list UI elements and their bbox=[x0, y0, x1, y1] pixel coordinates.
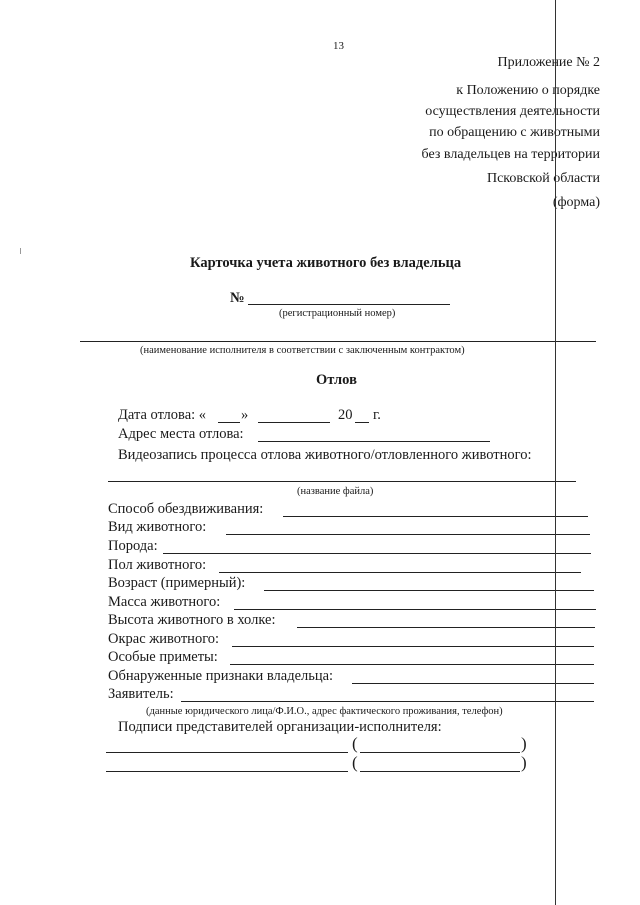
video-label: Видеозапись процесса отлова животного/отловленного животного: bbox=[118, 447, 532, 463]
executor-hint: (наименование исполнителя в соответствии с заключенным контрактом) bbox=[140, 345, 465, 356]
field-color-line bbox=[232, 646, 594, 647]
scan-speck bbox=[20, 248, 21, 254]
registration-number-line bbox=[248, 304, 450, 305]
file-hint: (название файла) bbox=[297, 486, 374, 497]
capture-date-label: Дата отлова: « bbox=[118, 407, 207, 423]
field-marks-line bbox=[230, 664, 594, 665]
field-sex: Пол животного: bbox=[108, 557, 207, 573]
field-age: Возраст (примерный): bbox=[108, 575, 246, 591]
date-quote-close: » bbox=[241, 407, 249, 423]
card-title: Карточка учета животного без владельца bbox=[190, 255, 462, 271]
field-height: Высота животного в холке: bbox=[108, 612, 276, 628]
field-marks: Особые приметы: bbox=[108, 649, 218, 665]
field-sex-line bbox=[219, 572, 581, 573]
field-age-line bbox=[264, 590, 594, 591]
capture-heading: Отлов bbox=[316, 372, 357, 388]
field-breed: Порода: bbox=[108, 538, 158, 554]
signature-2-name-line bbox=[360, 771, 520, 772]
appendix-line-7: (форма) bbox=[552, 195, 600, 210]
field-applicant: Заявитель: bbox=[108, 686, 174, 702]
field-immobilization: Способ обездвиживания: bbox=[108, 501, 264, 517]
page-number: 13 bbox=[333, 40, 344, 52]
signature-2-line bbox=[106, 771, 348, 772]
scan-binding-line bbox=[555, 0, 556, 905]
executor-line bbox=[80, 341, 596, 342]
signature-1-open: ( bbox=[352, 734, 358, 753]
field-applicant-line bbox=[181, 701, 594, 702]
signature-1-name-line bbox=[360, 752, 520, 753]
signatures-label: Подписи представителей организации-исполнителя: bbox=[118, 719, 442, 735]
appendix-line-3: осуществления деятельности bbox=[425, 104, 600, 119]
video-file-line bbox=[108, 481, 576, 482]
field-immobilization-line bbox=[283, 516, 588, 517]
date-year-prefix: 20 bbox=[338, 407, 353, 423]
field-weight-line bbox=[234, 609, 596, 610]
appendix-line-6: Псковской области bbox=[486, 171, 600, 186]
appendix-line-5: без владельцев на территории bbox=[421, 147, 600, 162]
field-height-line bbox=[297, 627, 595, 628]
registration-number-hint: (регистрационный номер) bbox=[279, 308, 396, 319]
signature-2-close: ) bbox=[521, 753, 527, 772]
field-color: Окрас животного: bbox=[108, 631, 220, 647]
number-label: № bbox=[230, 290, 245, 306]
field-owner-signs: Обнаруженные признаки владельца: bbox=[108, 668, 334, 684]
date-month-line bbox=[258, 422, 330, 423]
field-owner-signs-line bbox=[352, 683, 594, 684]
field-weight: Масса животного: bbox=[108, 594, 221, 610]
applicant-hint: (данные юридического лица/Ф.И.О., адрес фактического проживания, телефон) bbox=[146, 706, 503, 717]
date-year-line bbox=[355, 422, 369, 423]
signature-2-open: ( bbox=[352, 753, 358, 772]
field-breed-line bbox=[163, 553, 591, 554]
date-day-line bbox=[218, 422, 240, 423]
appendix-line-4: по обращению с животными bbox=[429, 125, 600, 140]
signature-1-line bbox=[106, 752, 348, 753]
capture-address-line bbox=[258, 441, 490, 442]
field-species-line bbox=[226, 534, 590, 535]
signature-1-close: ) bbox=[521, 734, 527, 753]
field-species: Вид животного: bbox=[108, 519, 207, 535]
capture-address-label: Адрес места отлова: bbox=[118, 426, 244, 442]
date-year-suffix: г. bbox=[373, 407, 381, 423]
appendix-line-1: Приложение № 2 bbox=[497, 55, 600, 70]
appendix-line-2: к Положению о порядке bbox=[456, 83, 600, 98]
